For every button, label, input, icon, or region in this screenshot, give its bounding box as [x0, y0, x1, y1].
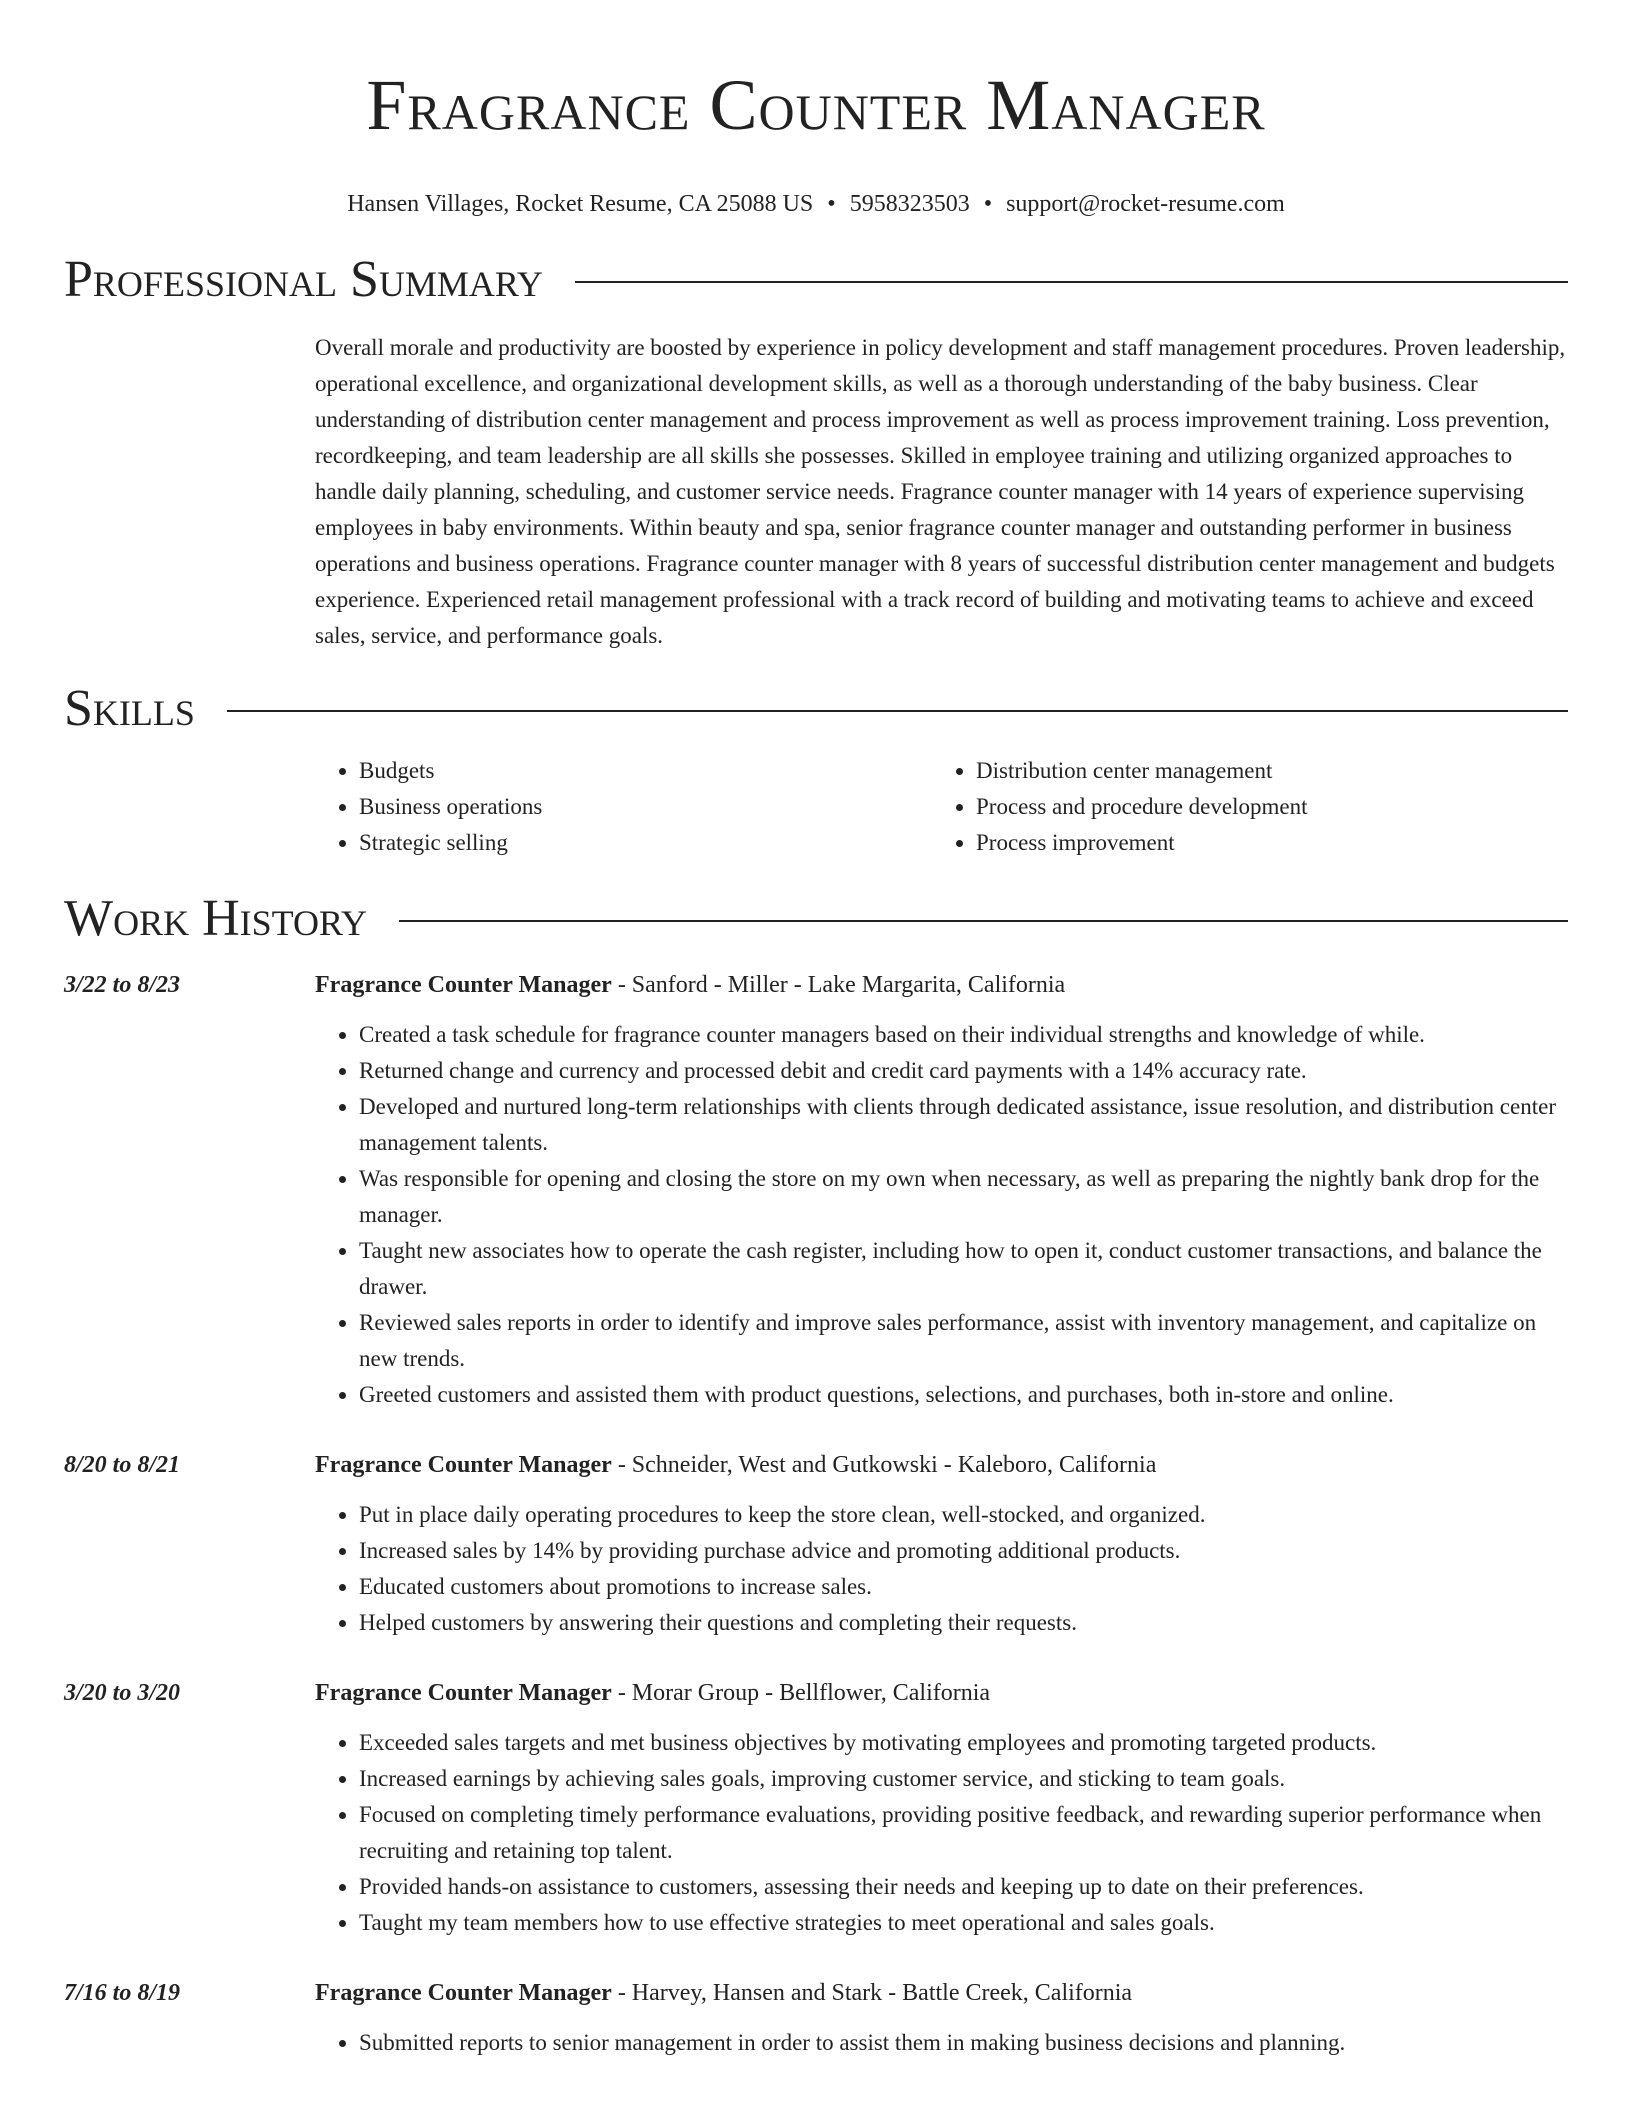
work-section-header: [64, 889, 1568, 949]
skill-item: • Process and procedure development: [976, 789, 1549, 825]
job-bullet: • Provided hands-on assistance to customers, assessing their needs and keeping up to date on their preferences.: [359, 1869, 1568, 1905]
skill-item: • Process improvement: [976, 825, 1549, 861]
job-title: Fragrance Counter Manager: [315, 1680, 612, 1706]
job-bullet: • Greeted customers and assisted them with product questions, selections, and purchases, both in-store and online.: [359, 1377, 1568, 1413]
job-entry: [64, 969, 1568, 1413]
contact-separator: •: [827, 191, 836, 217]
job-bullet: • Educated customers about promotions to increase sales.: [359, 1569, 1568, 1605]
job-bullet: • Increased earnings by achieving sales goals, improving customer service, and sticking to team goals.: [359, 1761, 1568, 1797]
job-bullets: [315, 1017, 1568, 1413]
resume-page: [64, 0, 1568, 2061]
job-company: - Morar Group - Bellflower, California: [611, 1680, 991, 1706]
contact-email: support@rocket-resume.com: [1006, 191, 1285, 217]
job-bullets: [315, 2025, 1568, 2061]
section-divider: [575, 281, 1568, 283]
job-bullet: • Returned change and currency and processed debit and credit card payments with a 14% accuracy rate.: [359, 1053, 1568, 1089]
job-heading: [315, 969, 1568, 1001]
summary-title: Professional Summary: [64, 251, 543, 308]
job-heading: [315, 1449, 1568, 1481]
job-bullet: • Helped customers by answering their questions and completing their requests.: [359, 1605, 1568, 1641]
job-bullets: [315, 1725, 1568, 1941]
job-entry: [64, 1677, 1568, 1941]
job-title: Fragrance Counter Manager: [315, 1980, 612, 2006]
job-bullet: • Put in place daily operating procedures to keep the store clean, well-stocked, and organized.: [359, 1497, 1568, 1533]
skills-column-right: [932, 753, 1549, 861]
resume-name: Fragrance Counter Manager: [366, 65, 1266, 145]
job-company: - Harvey, Hansen and Stark - Battle Creek, California: [611, 1980, 1133, 2006]
job-heading: [315, 1977, 1568, 2009]
skills-column-left: [315, 753, 932, 861]
section-divider: [399, 920, 1568, 922]
job-bullet: • Submitted reports to senior management in order to assist them in making business decisions and planning.: [359, 2025, 1568, 2061]
work-title: Work History: [64, 890, 368, 947]
summary-text: Overall morale and productivity are boosted by experience in policy development and staff management procedures. Proven leadership, operational excellence, and organizational development skills, as well as a thorough understanding of the baby business. Clear understanding of distribution center management and process improvement as well as process improvement training. Loss prevention, recordkeeping, and team leadership are all skills she possesses. Skilled in employee training and utilizing organized approaches to handle daily planning, scheduling, and customer service needs. Fragrance counter manager with 14 years of experience supervising employees in baby environments. Within beauty and spa, senior fragrance counter manager and outstanding performer in business operations and business operations. Fragrance counter manager with 8 years of successful distribution center management and budgets experience. Experienced retail management professional with a track record of building and motivating teams to achieve and exceed sales, service, and performance goals.: [315, 335, 1566, 648]
skill-item: • Business operations: [359, 789, 932, 825]
contact-separator: •: [983, 191, 993, 217]
job-dates: 7/16 to 8/19: [64, 1980, 181, 2006]
job-bullet: • Taught new associates how to operate the cash register, including how to open it, conduct customer transactions, and balance the drawer.: [359, 1233, 1568, 1305]
job-bullet: • Was responsible for opening and closing the store on my own when necessary, as well as preparing the nightly bank drop for the manager.: [359, 1161, 1568, 1233]
skills-section-header: [64, 679, 1568, 739]
skill-item: • Distribution center management: [976, 753, 1549, 789]
skill-item: • Strategic selling: [359, 825, 932, 861]
job-bullet: • Reviewed sales reports in order to identify and improve sales performance, assist with inventory management, and capitalize on new trends.: [359, 1305, 1568, 1377]
job-details: [315, 1977, 1568, 2061]
job-company: - Sanford - Miller - Lake Margarita, California: [611, 972, 1066, 998]
job-dates: 3/20 to 3/20: [64, 1680, 181, 1706]
job-bullet: • Developed and nurtured long-term relationships with clients through dedicated assistance, issue resolution, and distribution center management talents.: [359, 1089, 1568, 1161]
job-bullet: • Exceeded sales targets and met business objectives by motivating employees and promoting targeted products.: [359, 1725, 1568, 1761]
summary-section-header: [64, 250, 1568, 310]
job-bullets: [315, 1497, 1568, 1641]
contact-phone: 5958323503: [849, 191, 970, 217]
job-entry: [64, 1449, 1568, 1641]
section-divider: [227, 710, 1568, 712]
job-company: - Schneider, West and Gutkowski - Kaleboro, California: [611, 1452, 1157, 1478]
job-bullet: • Taught my team members how to use effective strategies to meet operational and sales goals.: [359, 1905, 1568, 1941]
job-details: [315, 1449, 1568, 1641]
job-dates: 3/22 to 8/23: [64, 972, 181, 998]
job-bullet: • Focused on completing timely performance evaluations, providing positive feedback, and rewarding superior performance when recruiting and retaining top talent.: [359, 1797, 1568, 1869]
job-title: Fragrance Counter Manager: [315, 1452, 612, 1478]
skill-item: • Budgets: [359, 753, 932, 789]
contact-address: Hansen Villages, Rocket Resume, CA 25088 US: [347, 191, 814, 217]
job-entry: [64, 1977, 1568, 2061]
job-title: Fragrance Counter Manager: [315, 972, 612, 998]
job-bullet: • Increased sales by 14% by providing purchase advice and promoting additional products.: [359, 1533, 1568, 1569]
job-details: [315, 1677, 1568, 1941]
job-dates: 8/20 to 8/21: [64, 1452, 181, 1478]
job-details: [315, 969, 1568, 1413]
job-bullet: • Created a task schedule for fragrance counter managers based on their individual strengths and knowledge of while.: [359, 1017, 1568, 1053]
skills-list: [315, 753, 1568, 861]
skills-title: Skills: [64, 680, 195, 737]
contact-line: [64, 188, 1568, 220]
job-heading: [315, 1677, 1568, 1709]
